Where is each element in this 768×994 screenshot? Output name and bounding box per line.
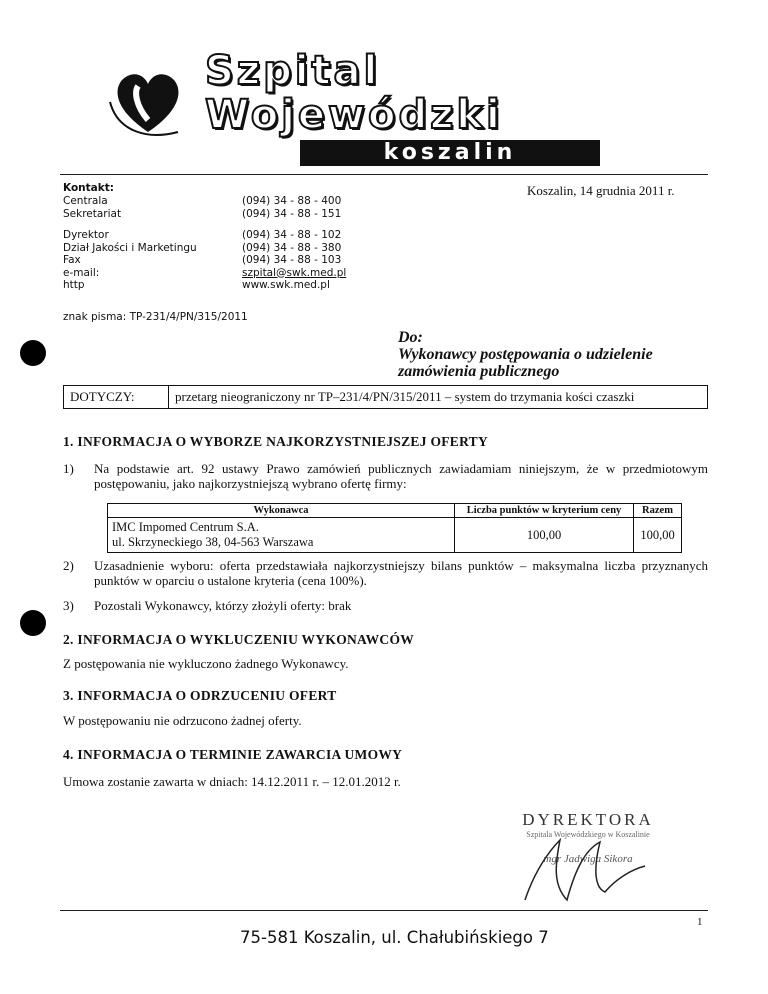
section-2-title: 2. INFORMACJA O WYKLUCZENIU WYKONAWCÓW bbox=[63, 632, 415, 647]
website-link[interactable]: www.swk.med.pl bbox=[242, 279, 330, 291]
stamp-title: DYREKTORA bbox=[522, 810, 654, 829]
table-header: Liczba punktów w kryterium ceny bbox=[455, 504, 634, 518]
logo-line-3: koszalin bbox=[383, 140, 517, 165]
punch-hole-top bbox=[20, 340, 46, 366]
recipient-block bbox=[398, 329, 653, 380]
logo-banner bbox=[300, 140, 600, 166]
contractor-address: ul. Skrzyneckiego 38, 04-563 Warszawa bbox=[112, 535, 314, 549]
contact-block bbox=[63, 182, 114, 195]
item-number: 3) bbox=[63, 598, 74, 613]
contact-value: (094) 34 - 88 - 103 bbox=[242, 254, 342, 266]
footer-address: 75-581 Koszalin, ul. Chałubińskiego 7 bbox=[240, 928, 549, 947]
place-date: Koszalin, 14 grudnia 2011 r. bbox=[527, 183, 675, 198]
email-link[interactable]: szpital@swk.med.pl bbox=[242, 266, 347, 279]
table-cell-total: 100,00 bbox=[634, 518, 682, 553]
contact-label: Sekretariat bbox=[63, 207, 122, 220]
table-cell-points: 100,00 bbox=[455, 518, 634, 553]
recipient-line: Wykonawcy postępowania o udzielenie bbox=[398, 346, 653, 363]
recipient-to: Do: bbox=[398, 329, 423, 346]
contact-value: (094) 34 - 88 - 400 bbox=[242, 195, 342, 207]
punch-hole-bottom bbox=[20, 610, 46, 636]
table-cell-contractor bbox=[108, 518, 455, 553]
reference-number: znak pisma: TP-231/4/PN/315/2011 bbox=[63, 311, 248, 323]
subject-label: DOTYCZY: bbox=[64, 386, 169, 409]
section-3-text: W postępowaniu nie odrzucono żadnej oferty. bbox=[63, 713, 302, 728]
section-4-text: Umowa zostanie zawarta w dniach: 14.12.2011 r. – 12.01.2012 r. bbox=[63, 774, 401, 789]
contact-label: Fax bbox=[63, 254, 81, 266]
footer-rule bbox=[60, 910, 708, 911]
page-number: 1 bbox=[697, 916, 703, 928]
section-1-item-2: Uzasadnienie wyboru: oferta przedstawiała najkorzystniejszy bilans punktów – maksymalna liczba przyznanych punktów w oparciu o ustalone kryteria (cena 100%). bbox=[94, 558, 708, 588]
section-1-item-1: Na podstawie art. 92 ustawy Prawo zamówień publicznych zawiadamiam niniejszym, że w przedmiotowym postępowaniu, jako najkorzystniejszą wybrano ofertę firmy: bbox=[94, 461, 708, 491]
table-row bbox=[108, 518, 682, 553]
logo-line-1: Szpital bbox=[205, 48, 381, 94]
contact-label: Centrala bbox=[63, 195, 108, 207]
table-header: Wykonawca bbox=[108, 504, 455, 518]
stamp-subtitle: Szpitala Wojewódzkiego w Koszalinie bbox=[526, 830, 650, 839]
header-rule bbox=[60, 174, 708, 175]
contact-label: e-mail: bbox=[63, 266, 100, 279]
section-4-title: 4. INFORMACJA O TERMINIE ZAWARCIA UMOWY bbox=[63, 747, 403, 762]
contact-label: Dział Jakości i Marketingu bbox=[63, 241, 197, 254]
heart-logo-icon bbox=[108, 62, 188, 142]
contact-labels bbox=[63, 195, 233, 292]
section-2-text: Z postępowania nie wykluczono żadnego Wykonawcy. bbox=[63, 656, 349, 671]
contact-value: (094) 34 - 88 - 102 bbox=[242, 229, 342, 241]
contact-value: (094) 34 - 88 - 380 bbox=[242, 241, 342, 254]
contractor-name: IMC Impomed Centrum S.A. bbox=[112, 520, 259, 534]
contact-values bbox=[242, 195, 402, 292]
subject-box bbox=[63, 385, 708, 409]
signature-icon bbox=[505, 830, 655, 915]
stamp-name: mgr Jadwiga Sikora bbox=[543, 853, 633, 865]
subject-text: przetarg nieograniczony nr TP–231/4/PN/315/2011 – system do trzymania kości czaszki bbox=[169, 386, 708, 409]
contact-value: (094) 34 - 88 - 151 bbox=[242, 207, 342, 220]
contact-label: Dyrektor bbox=[63, 229, 109, 241]
contact-heading: Kontakt: bbox=[63, 182, 114, 194]
table-header: Razem bbox=[634, 504, 682, 518]
section-3-title: 3. INFORMACJA O ODRZUCENIU OFERT bbox=[63, 688, 337, 703]
recipient-line: zamówienia publicznego bbox=[398, 363, 560, 380]
item-number: 2) bbox=[63, 558, 74, 573]
item-number: 1) bbox=[63, 461, 74, 476]
section-1-item-3: Pozostali Wykonawcy, którzy złożyli oferty: brak bbox=[94, 598, 352, 613]
winner-table bbox=[107, 503, 682, 553]
logo-line-2: Wojewódzki bbox=[205, 92, 503, 138]
section-1-title: 1. INFORMACJA O WYBORZE NAJKORZYSTNIEJSZEJ OFERTY bbox=[63, 434, 489, 449]
contact-label: http bbox=[63, 279, 85, 291]
